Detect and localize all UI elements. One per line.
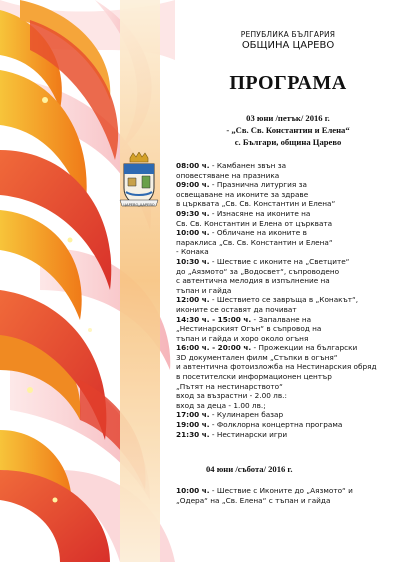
schedule-time: 09:00 ч. <box>176 180 210 190</box>
schedule-line <box>176 334 400 344</box>
schedule-text: - Нестинарски игри <box>209 429 288 439</box>
schedule-line <box>176 219 400 229</box>
schedule-line <box>176 228 400 238</box>
schedule-text: - Шествието се завръща в „Конакът“, <box>209 295 359 305</box>
schedule-line <box>176 391 400 401</box>
schedule-line <box>176 161 400 171</box>
schedule-line <box>176 257 400 267</box>
schedule-line <box>176 362 400 372</box>
schedule-text: „Пътят на нестинарството“ <box>176 381 283 391</box>
event-place: с. Българи, община Царево <box>234 137 342 147</box>
event-date: 03 юни /петък/ 2016 г. <box>246 113 330 123</box>
schedule-text: - Празнична литургия за <box>209 180 307 190</box>
schedule-line <box>176 315 400 325</box>
schedule-text: иконите се оставят да почиват <box>176 304 297 314</box>
schedule-time: 14:30 ч. - 15:00 ч. <box>176 314 252 324</box>
schedule-text: „Нестинарският Огън“ в съпровод на <box>176 324 322 334</box>
schedule-text: в църквата „Св. Св. Константин и Елена“ <box>176 199 336 209</box>
schedule-line <box>176 209 400 219</box>
schedule-text: вход за възрастни - 2.00 лв.: <box>176 391 287 401</box>
crest-banner-text: ЦАРЕВО-ЦАРЕВО <box>123 203 155 207</box>
schedule-day1 <box>176 161 400 439</box>
schedule-time: 19:00 ч. <box>176 420 210 430</box>
schedule-line <box>176 295 400 305</box>
municipality-coat-of-arms <box>118 152 160 210</box>
schedule-text: - Прожекции на български <box>251 343 358 353</box>
schedule-line <box>176 496 400 506</box>
schedule-line <box>176 343 400 353</box>
schedule-time: 08:00 ч. <box>176 161 210 170</box>
schedule-line <box>176 305 400 315</box>
schedule-text: - Фолклорна концертна програма <box>209 420 343 430</box>
schedule-line <box>176 247 400 257</box>
schedule-time: 12:00 ч. <box>176 295 210 305</box>
event-church: - „Св. Св. Константин и Елена“ <box>226 125 350 135</box>
schedule-line <box>176 180 400 190</box>
schedule-text: вход за деца - 1.00 лв.; <box>176 400 266 410</box>
page-title: ПРОГРАМА <box>229 72 347 94</box>
schedule-time: 10:00 ч. <box>176 228 210 238</box>
schedule-line <box>176 199 400 209</box>
program-text-column <box>176 0 400 562</box>
schedule-line <box>176 410 400 420</box>
schedule-line <box>176 420 400 430</box>
schedule-text: - Кулинарен базар <box>209 410 284 420</box>
schedule-text: - Шествие с Иконите до „Аязмото“ и <box>209 486 353 495</box>
schedule-text: - Изнасяне на иконите на <box>209 208 311 218</box>
schedule-text: - Шествие с иконите на „Светците“ <box>209 256 350 266</box>
schedule-line <box>176 286 400 296</box>
schedule-text: „Одера“ на „Св. Елена“ с тъпан и гайда <box>176 495 331 505</box>
schedule-text: - Запалване на <box>251 314 312 324</box>
schedule-line <box>176 401 400 411</box>
schedule-time: 21:30 ч. <box>176 429 210 439</box>
schedule-text: параклиса „Св. Св. Константин и Елена“ <box>176 237 333 247</box>
schedule-day2 <box>176 486 400 505</box>
schedule-text: тъпан и гайда <box>176 285 232 295</box>
schedule-line <box>176 486 400 496</box>
schedule-time: 09:30 ч. <box>176 208 210 218</box>
schedule-line <box>176 382 400 392</box>
schedule-text: и автентична фотоизложба на Нестинарския обряд <box>176 362 377 372</box>
schedule-text: - Обличане на иконите в <box>209 228 307 238</box>
schedule-line <box>176 372 400 382</box>
schedule-time: 10:30 ч. <box>176 256 210 266</box>
header-municipality: ОБЩИНА ЦАРЕВО <box>241 40 335 51</box>
schedule-text: оповестяване на празника <box>176 170 280 180</box>
schedule-text: тъпан и гайда и хоро около огъня <box>176 333 309 343</box>
schedule-time: 10:00 ч. <box>176 486 210 495</box>
schedule-line <box>176 267 400 277</box>
schedule-line <box>176 238 400 248</box>
schedule-text: в посетителски информационен център <box>176 372 332 382</box>
schedule-text: с автентична мелодия в изпълнение на <box>176 276 330 286</box>
day2-date: 04 юни /събота/ 2016 г. <box>206 464 293 474</box>
schedule-time: 17:00 ч. <box>176 410 210 420</box>
schedule-line <box>176 353 400 363</box>
schedule-time: 16:00 ч. - 20:00 ч. <box>176 343 252 353</box>
schedule-text: освещаване на иконите за здраве <box>176 189 309 199</box>
schedule-line <box>176 276 400 286</box>
schedule-line <box>176 190 400 200</box>
schedule-text: 3D документален филм „Стъпки в огъня“ <box>176 352 338 362</box>
schedule-text: - Конака <box>176 247 209 257</box>
schedule-text: Св. Св. Константин и Елена от църквата <box>176 218 333 228</box>
schedule-line <box>176 171 400 181</box>
schedule-text: - Камбанен звън за <box>209 161 287 170</box>
schedule-line <box>176 324 400 334</box>
schedule-text: до „Аязмото“ за „Водосвет“, съпроводено <box>176 266 340 276</box>
header-republic: РЕПУБЛИКА БЪЛГАРИЯ <box>240 30 336 39</box>
schedule-line <box>176 430 400 440</box>
